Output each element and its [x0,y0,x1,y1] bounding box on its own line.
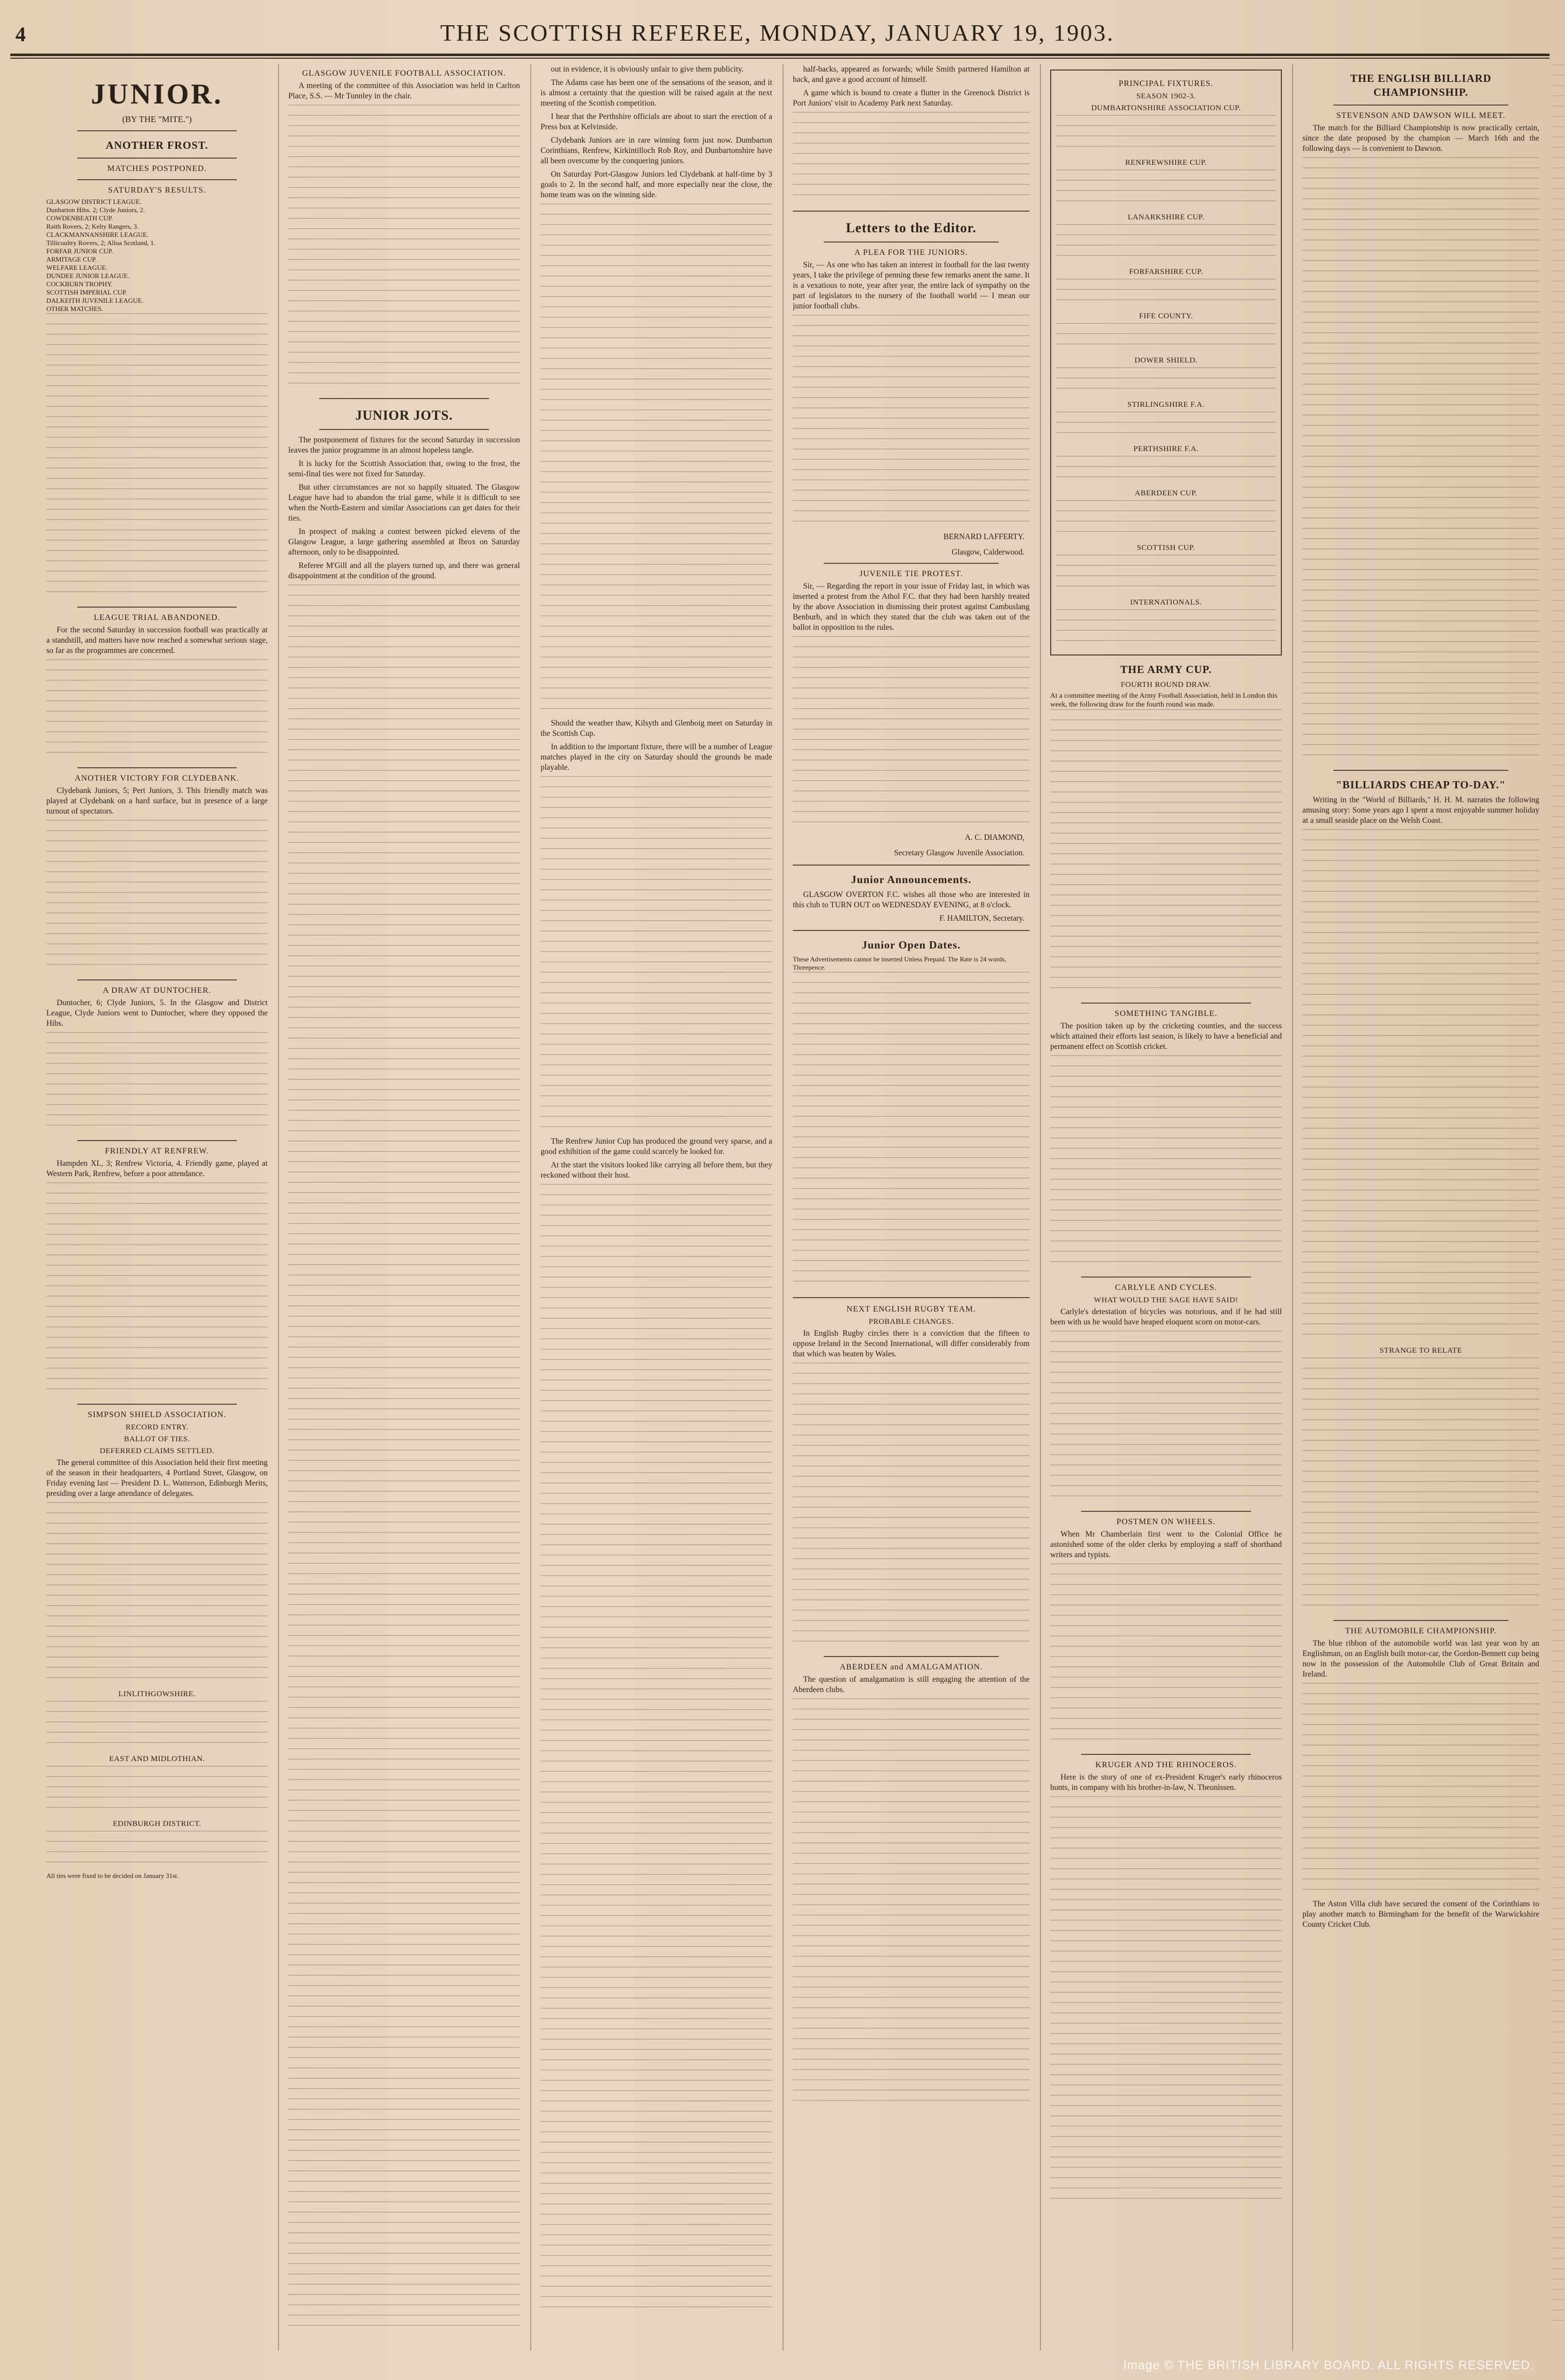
page-number: 4 [15,23,26,46]
article-text: A meeting of the committee of this Association was held in Carlton Place, S.S. — Mr Tunnley in the chair. [288,81,520,100]
result-line: DALKEITH JUVENILE LEAGUE. [46,297,144,304]
text-block [793,1363,1030,1651]
article-text: Referee M'Gill and all the players turned up, and there was general disappointment at the condition of the ground. [288,561,520,580]
text-block [1302,1357,1539,1615]
fixture-heading: FORFARSHIRE CUP. [1129,268,1203,276]
text-block [1056,500,1276,541]
fixture-heading: ABERDEEN CUP. [1135,489,1197,497]
result-line: OTHER MATCHES. [46,305,103,313]
column-rule [278,64,279,2351]
column-5 [1050,64,1282,2351]
result-line: FORFAR JUNIOR CUP. [46,247,113,255]
text-block [793,112,1030,204]
text-block [1050,1796,1282,2208]
text-block [793,1698,1030,2110]
fixture-heading: DOWER SHIELD. [1134,356,1198,365]
article-text: Hampden XI., 3; Renfrew Victoria, 4. Friendly game, played at Western Park, Renfrew, before a poor attendance. [46,1159,268,1178]
open-dates-note: These Advertisements cannot be inserted Unless Prepaid. The Rate is 24 words, Threepence. [793,955,1006,971]
masthead-title: THE SCOTTISH REFEREE, MONDAY, JANUARY 19, 1903. [440,20,1115,46]
headline-plea: A PLEA FOR THE JUNIORS. [854,248,968,257]
headline-frost: ANOTHER FROST. [106,139,208,151]
article-text: On Saturday Port-Glasgow Juniors led Clydebank at half-time by 3 goals to 2. In the second half, and more especially near the close, the home team was on the winning side. [541,170,772,199]
text-block [1056,411,1276,442]
headline-carlyle: CARLYLE AND CYCLES. [1115,1283,1218,1292]
text-block [1056,279,1276,309]
result-line: SCOTTISH IMPERIAL CUP. [46,288,127,296]
column-3 [541,64,772,2351]
column-6 [1302,64,1539,2351]
article-text: The Renfrew Junior Cup has produced the ground very sparse, and a good exhibition of the game could scarcely be looked for. [541,1137,772,1156]
result-line: Tillicoultry Rovers, 2; Alloa Scotland, 1. [46,239,155,247]
subhead-edinburgh: EDINBURGH DISTRICT. [113,1820,201,1828]
article-text: The Adams case has been one of the sensations of the season, and it is almost a certainty that the question will be raised again at the next meeting of the Scottish competition. [541,78,772,108]
result-line: COCKBURN TROPHY. [46,280,113,288]
headline-stevenson: STEVENSON AND DAWSON WILL MEET. [1336,111,1506,120]
headline-announcements: Junior Announcements. [850,873,972,886]
fixtures-box [1050,70,1282,656]
text-block [288,105,520,393]
headline-automobile: THE AUTOMOBILE CHAMPIONSHIP. [1345,1627,1497,1635]
fixture-heading: INTERNATIONALS. [1130,598,1202,607]
article-text: Here is the story of one of ex-President Kruger's early rhinoceros hunts, in company with his brother-in-law, N. Theunissen. [1050,1773,1282,1792]
headline-aberdeen: ABERDEEN and AMALGAMATION. [840,1663,983,1671]
result-line: DUNDEE JUNIOR LEAGUE. [46,272,130,280]
article-text: At the start the visitors looked like carrying all before them, but they reckoned without their host. [541,1161,772,1180]
subhead-sage: WHAT WOULD THE SAGE HAVE SAID! [1093,1296,1239,1304]
subhead-linlithgow: LINLITHGOWSHIRE. [118,1690,196,1698]
column-rule [782,64,784,2351]
text-block [1056,367,1276,398]
article-text: Clydebank Juniors are in rare winning form just now. Dumbarton Corinthians, Renfrew, Kirkintilloch Rob Roy, and Dunbartonshire have all been overcome by the conquering juniors. [541,136,772,165]
closing-line: All ties were fixed to be decided on January 31st. [46,1872,179,1879]
text-block [1050,709,1282,997]
article-text: The position taken up by the cricketing counties, and the success which attained their efforts last season, is likely to have a beneficial and permanent effect on Scottish cricket. [1050,1022,1282,1051]
masthead [0,15,1544,46]
letter-signature: A. C. DIAMOND, [965,833,1024,842]
article-text: Duntocher, 6; Clyde Juniors, 5. In the Glasgow and District League, Clyde Juniors went to Duntocher, where they opposed the Hibs. [46,998,268,1028]
text-block [46,1182,268,1399]
result-line: Dunbarton Hibs. 2; Clyde Juniors, 2. [46,206,145,214]
text-block [1056,456,1276,487]
masthead-rule [10,54,1550,56]
adjacent-page-edge [1551,64,1565,2351]
column-rule [530,64,531,2351]
text-block [1056,169,1276,211]
byline: (BY THE "MITE.") [122,114,192,124]
letter-place: Glasgow, Calderwood. [951,548,1024,557]
subhead-east: EAST AND MIDLOTHIAN. [109,1755,205,1763]
headline-junior-jots: JUNIOR JOTS. [355,408,453,423]
text-block [541,1184,772,2317]
fixture-heading: LANARKSHIRE CUP. [1127,213,1205,221]
column-4 [793,64,1030,2351]
subhead-probable: PROBABLE CHANGES. [868,1318,954,1326]
headline-kruger: KRUGER AND THE RHINOCEROS. [1095,1761,1237,1769]
text-block [1056,115,1276,156]
text-block [1056,224,1276,265]
headline-rugby: NEXT ENGLISH RUGBY TEAM. [846,1305,976,1314]
article-text: In addition to the important fixture, there will be a number of League matches played in the city on Saturday should the grounds be made playable. [541,743,772,772]
headline-draw: A DRAW AT DUNTOCHER. [102,986,212,995]
article-text: At a committee meeting of the Army Football Association, held in London this week, the following draw for the fourth round was made. [1050,692,1278,709]
headline-fixtures: PRINCIPAL FIXTURES. [1118,79,1214,88]
text-block [793,972,1030,1291]
result-line: COWDENBEATH CUP. [46,214,113,222]
headline-open-dates: Junior Open Dates. [861,939,961,951]
column-rule [1040,64,1041,2351]
headline-renfrew: FRIENDLY AT RENFREW. [105,1147,210,1155]
subhead-deferred: DEFERRED CLAIMS SETTLED. [99,1447,215,1455]
article-text: When Mr Chamberlain first went to the Colonial Office he astonished some of the older clerks by employing a staff of shorthand writers and typists. [1050,1530,1282,1559]
text-block [1302,829,1539,1344]
text-block [46,313,268,601]
letter-text: Sir, — Regarding the report in your issue of Friday last, in which was inserted a protest from the Athol F.C. that they had been harshly treated by the above Association in dismissing their protest against Cambuslang Benburb, and in which they stated that the club was taken out of the ballot in opposition to the rules. [793,582,1030,632]
text-block [793,315,1030,531]
article-text: For the second Saturday in succession football was practically at a standstill, and matters have now reached a somewhat serious stage, so far as the programmes are concerned. [46,626,268,655]
fixture-heading: DUMBARTONSHIRE ASSOCIATION CUP. [1091,104,1241,112]
text-block [1551,64,1565,2330]
article-text: The question of amalgamation is still engaging the attention of the Aberdeen clubs. [793,1675,1030,1694]
subhead-record: RECORD ENTRY. [125,1423,189,1432]
text-block [46,1032,268,1135]
letter-role: Secretary Glasgow Juvenile Association. [894,849,1024,857]
text-block [1302,157,1539,765]
masthead-rule-thin [10,58,1550,59]
subhead-season: SEASON 1902-3. [1136,92,1196,100]
text-block [1050,1055,1282,1271]
article-text: In prospect of making a contest between picked elevens of the Glasgow League, a large gathering assembled at Ibrox on Saturday afternoon, only to be disappointed. [288,527,520,557]
article-text: The blue ribbon of the automobile world was last year won by an Englishman, on an English built motor-car, the Gordon-Bennett cup being now in the possession of the Automobile Club of Great Britain and Ireland. [1302,1639,1539,1679]
article-text: I hear that the Perthshire officials are about to start the erection of a Press box at Kelvinside. [541,112,772,131]
text-block [288,584,520,2335]
subhead-ballot: BALLOT OF TIES. [124,1435,190,1443]
text-block [1056,609,1276,650]
result-line: GLASGOW DISTRICT LEAGUE. [46,198,142,205]
text-block [46,820,268,974]
headline-letters: Letters to the Editor. [846,220,977,235]
article-text: But other circumstances are not so happily situated. The Glasgow League have had to abandon the trial game, while it is difficult to see when the North-Eastern and similar Associations can get dates for their ties. [288,483,520,523]
article-text: The general committee of this Association held their first meeting of the season in their headquarters, 4 Portland Street, Glasgow, on Friday evening last — President D. L. Watterson, Edinburgh Merits, presiding over a large attendance of delegates. [46,1458,268,1498]
text-block [1302,1683,1539,1899]
article-text: Carlyle's detestation of bicycles was notorious, and if he had still been with us he would have heaped eloquent scorn on motor-cars. [1050,1307,1282,1326]
text-block [46,1701,268,1752]
headline-billiard: THE ENGLISH BILLIARD CHAMPIONSHIP. [1350,72,1492,98]
subhead-fourth-round: FOURTH ROUND DRAW. [1121,681,1211,689]
result-line: WELFARE LEAGUE. [46,264,108,271]
headline-billiards-cheap: "BILLIARDS CHEAP TO-DAY." [1335,779,1506,791]
article-text: In English Rugby circles there is a conviction that the fifteen to oppose Ireland in the Second International, will differ considerably from that which was beaten by Wales. [793,1329,1030,1358]
headline-glasgow-juvenile: GLASGOW JUVENILE FOOTBALL ASSOCIATION. [302,69,507,78]
article-text: half-backs, appeared as forwards; while Smith partnered Hamilton at back, and gave a good account of himself. [793,65,1030,84]
headline-results: SATURDAY'S RESULTS. [108,186,206,195]
article-text: The match for the Billiard Championship is now practically certain, since the date proposed by the champion — March 16th and the following days — is convenient to Dawson. [1302,124,1539,153]
article-text: A game which is bound to create a flutter in the Greenock District is Port Juniors' visit to Academy Park next Saturday. [793,89,1030,108]
result-line: CLACKMANNANSHIRE LEAGUE. [46,231,149,238]
headline-protest: JUVENILE TIE PROTEST. [859,570,963,578]
article-text: The Aston Villa club have secured the consent of the Corinthians to play another match to Birmingham for the benefit of the Warwickshire County Cricket Club. [1302,1900,1539,1929]
article-text: The postponement of fixtures for the second Saturday in succession leaves the junior programme in an almost hopeless tangle. [288,436,520,455]
subhead-strange: STRANGE TO RELATE [1379,1347,1463,1355]
result-line: ARMITAGE CUP. [46,255,97,263]
text-block [46,659,268,762]
headline-tangible: SOMETHING TANGIBLE. [1115,1009,1218,1018]
text-block [1056,555,1276,596]
article-text: Clydebank Juniors, 5; Pert Juniors, 3. This friendly match was played at Clydebank on a hard surface, but in presence of a large turnout of spectators. [46,786,268,816]
headline-victory: ANOTHER VICTORY FOR CLYDEBANK. [75,774,239,783]
headline-simpson: SIMPSON SHIELD ASSOCIATION. [88,1410,227,1419]
image-credit: Image © THE BRITISH LIBRARY BOARD. ALL RIGHTS RESERVED. [1123,2358,1534,2372]
fixture-heading: PERTHSHIRE F.A. [1133,445,1199,453]
text-block [46,1831,268,1872]
text-block [541,776,772,1136]
article-text: It is lucky for the Scottish Association that, owing to the frost, the semi-final ties were not fixed for Saturday. [288,459,520,478]
headline-army-cup: THE ARMY CUP. [1120,663,1212,676]
announcement-text: GLASGOW OVERTON F.C. wishes all those who are interested in this club to TURN OUT on WEDNESDAY EVENING, at 8 o'clock. [793,890,1030,909]
letter-text: Sir, — As one who has taken an interest in football for the last twenty years, I take the privilege of penning these few remarks anent the same. It is a vexatious to note, year after year, the entire lack of sympathy on the part of legislators to the nursery of the football world — I mean our junior football clubs. [793,261,1030,311]
announcement-signature: F. HAMILTON, Secretary. [939,914,1024,923]
headline-postponed: MATCHES POSTPONED. [107,164,207,173]
text-block [1050,1331,1282,1506]
text-block [541,203,772,718]
article-text: Should the weather thaw, Kilsyth and Glenboig meet on Saturday in the Scottish Cup. [541,719,772,738]
fixture-heading: FIFE COUNTY. [1139,312,1193,320]
article-text: Writing in the "World of Billiards," H. H. M. narrates the following amusing story: Some years ago I spent a most enjoyable summer holiday at a small seaside place on the Welsh Coast. [1302,796,1539,825]
text-block [46,1766,268,1817]
section-heading-junior: JUNIOR. [91,78,223,110]
fixture-heading: RENFREWSHIRE CUP. [1125,159,1207,167]
result-line: Raith Rovers, 2; Kelty Rangers, 3. [46,222,139,230]
fixture-heading: SCOTTISH CUP. [1137,544,1195,552]
column-1 [46,64,268,2351]
column-rule [1292,64,1293,2351]
headline-trial: LEAGUE TRIAL ABANDONED. [94,613,220,622]
text-block [46,1502,268,1687]
fixture-heading: STIRLINGSHIRE F.A. [1127,401,1205,409]
text-block [793,636,1030,832]
letter-signature: BERNARD LAFFERTY. [943,532,1024,541]
headline-postmen: POSTMEN ON WHEELS. [1116,1517,1216,1526]
column-2 [288,64,520,2351]
article-text: out in evidence, it is obviously unfair to give them publicity. [551,65,744,74]
text-block [1056,323,1276,354]
text-block [1050,1563,1282,1749]
